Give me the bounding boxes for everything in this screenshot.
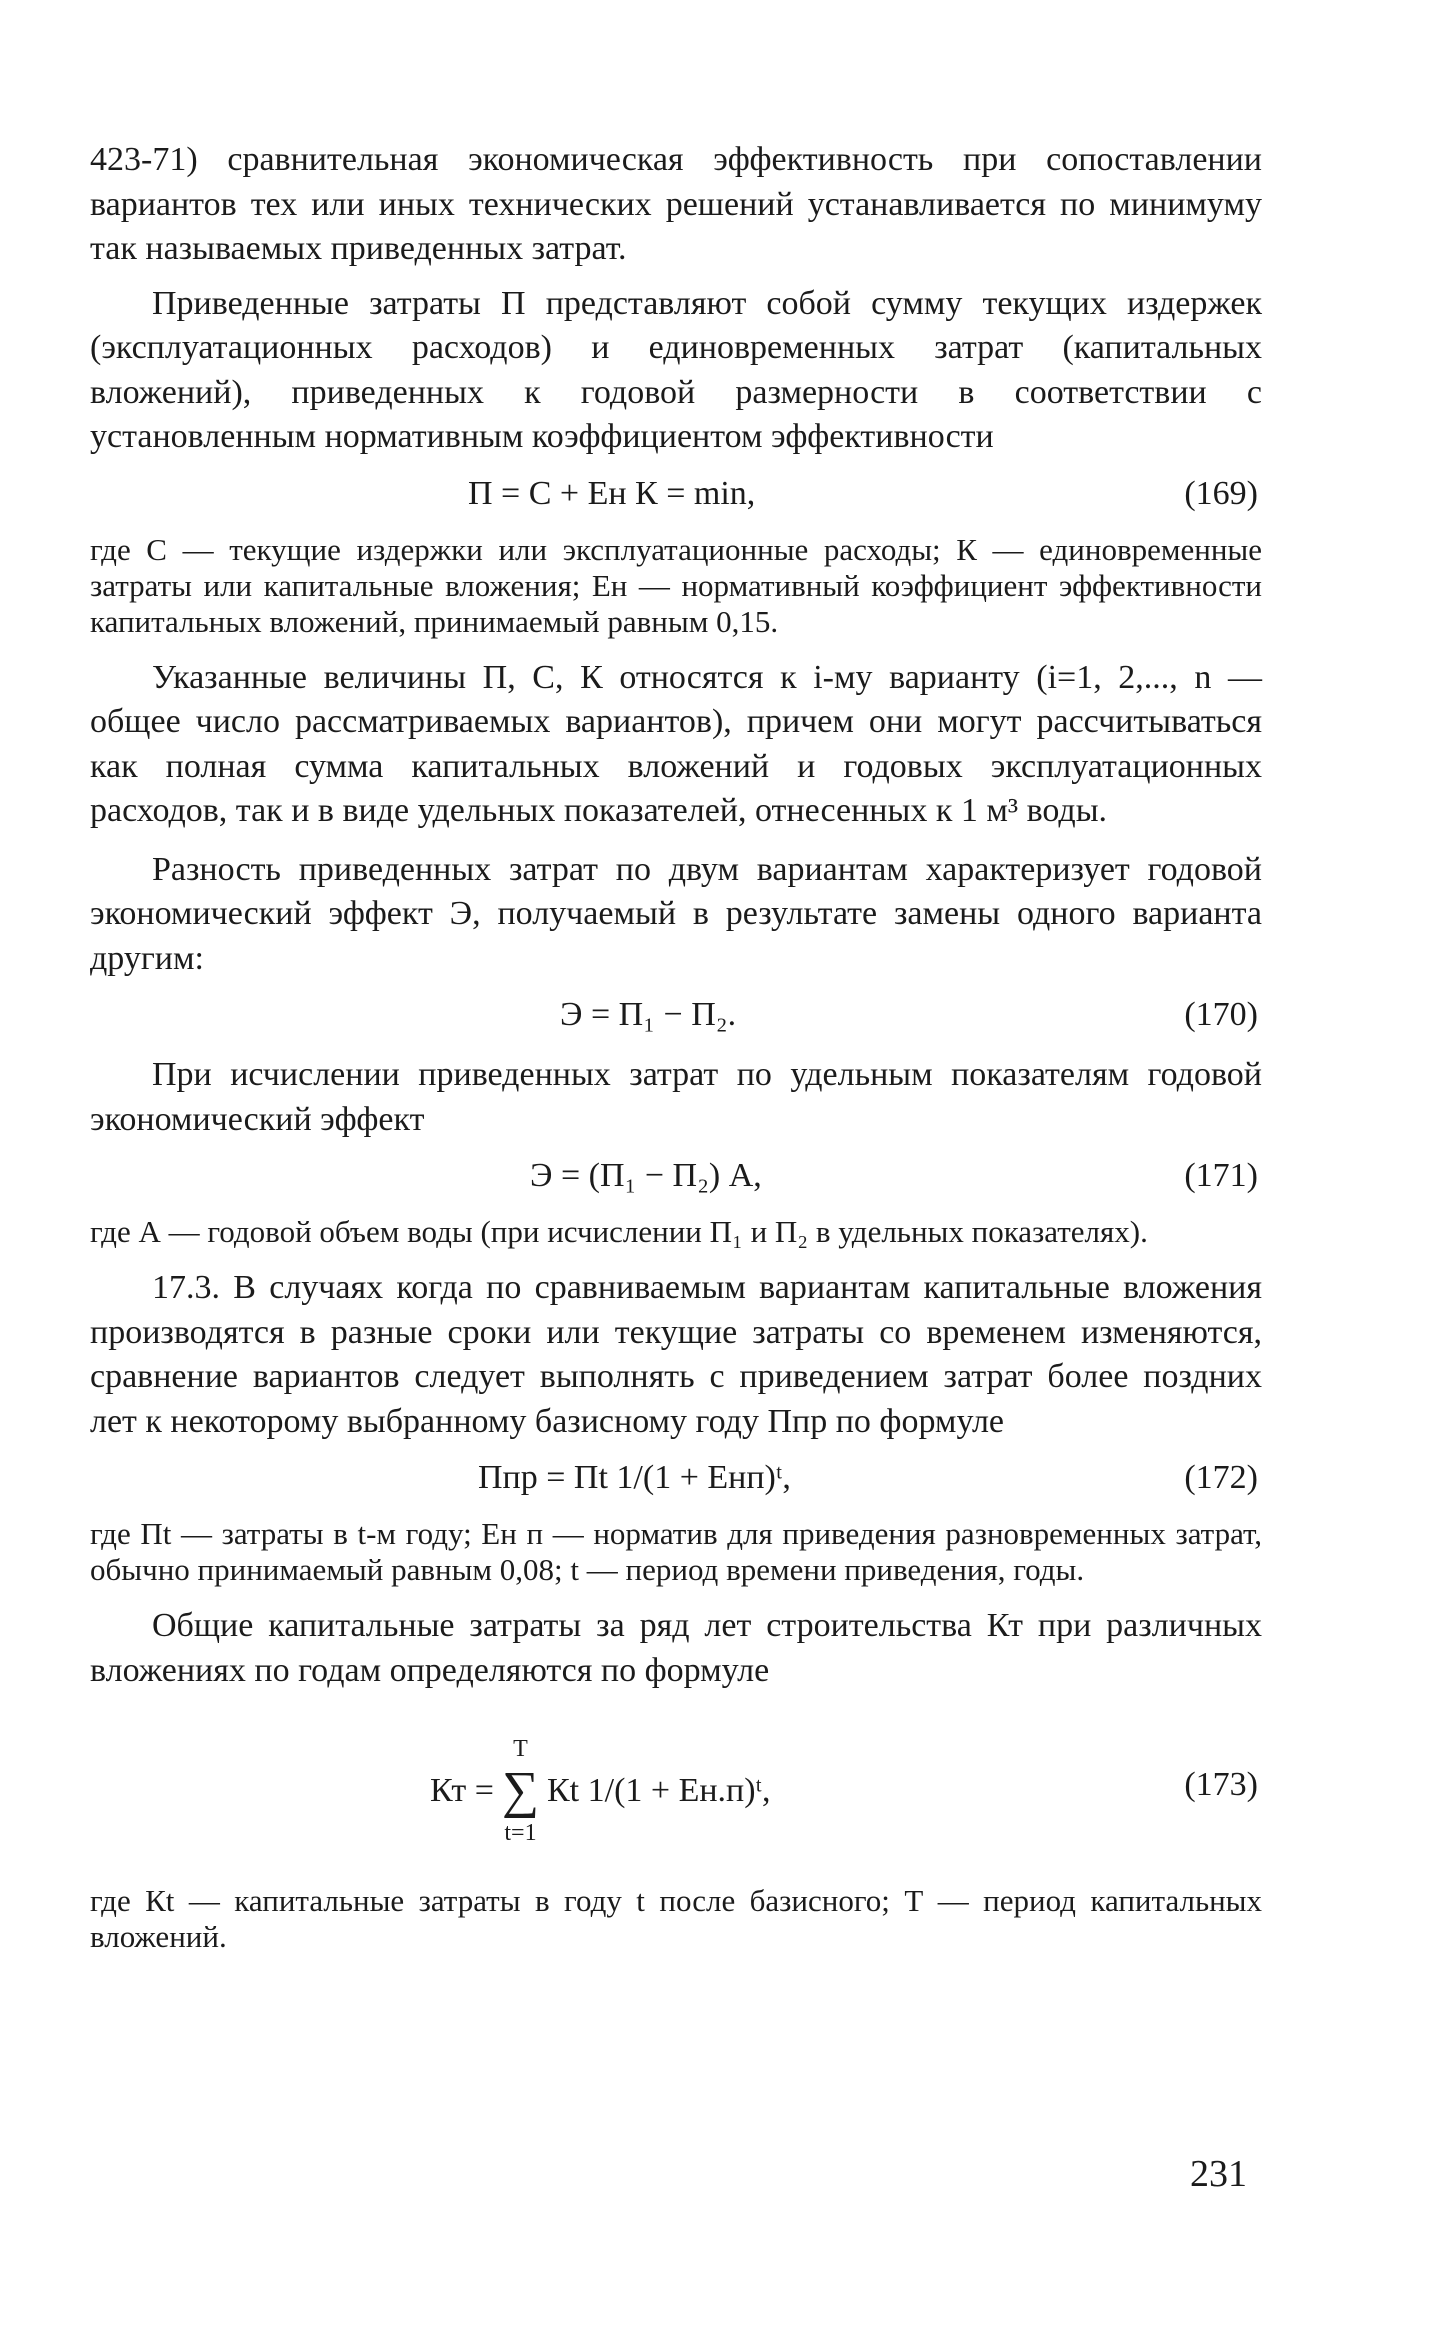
formula-171-expression: Э = (П₁ − П₂) А, <box>530 1157 762 1194</box>
summation-lower-limit: t=1 <box>504 1820 537 1846</box>
formula-173-number: (173) <box>1184 1766 1258 1803</box>
paragraph-6: При исчислении приведенных затрат по удельным показателям годовой экономический эффект <box>90 1056 1262 1138</box>
summation-upper-limit: T <box>513 1736 528 1762</box>
formula-173-expression <box>430 1703 771 1879</box>
formula-172 <box>90 1452 1262 1510</box>
paragraph-10: Общие капитальные затраты за ряд лет строительства Кт при различных вложениях по годам определяются по формуле <box>90 1607 1262 1689</box>
formula-173-rhs: Кt 1/(1 + Eн.п)ᵗ, <box>547 1771 771 1809</box>
formula-170-number: (170) <box>1184 996 1258 1033</box>
formula-169-expression: П = С + Eн К = min, <box>468 474 756 512</box>
formula-172-number: (172) <box>1184 1459 1258 1496</box>
summation-symbol: ∑ <box>501 1762 539 1819</box>
paragraph-3: где С — текущие издержки или эксплуатационные расходы; К — единовременные затраты или капитальные вложения; Eн — нормативный коэффициент эффективности капитальных вложений, принимаемый равным 0,15. <box>90 531 1262 639</box>
summation-operator <box>502 1735 539 1847</box>
formula-169 <box>90 468 1262 526</box>
paragraph-2: Приведенные затраты П представляют собой сумму текущих издержек (эксплуатационных расходов) и единовременных затрат (капитальных вложений), приведенных к годовой размерности в соответствии с установленным нормативным коэффициентом эффективности <box>90 284 1262 455</box>
page-number: 231 <box>1190 2153 1247 2195</box>
formula-170 <box>90 989 1262 1047</box>
paragraph-5: Разность приведенных затрат по двум вариантам характеризует годовой экономический эффект Э, получаемый в результате замены одного варианта другим: <box>90 850 1262 977</box>
paragraph-8: 17.3. В случаях когда по сравниваемым вариантам капитальные вложения производятся в разные сроки или текущие затраты со временем изменяются, сравнение вариантов следует выполнять с приведением затрат более поздних лет к некоторому выбранному базисному году Ппр по формуле <box>90 1269 1262 1440</box>
formula-173-lhs: Кт = <box>430 1771 494 1809</box>
formula-173 <box>90 1703 1262 1879</box>
page-body <box>90 138 1262 1955</box>
paragraph-9: где Пt — затраты в t-м году; Eн п — норматив для приведения разновременных затрат, обычно принимаемый равным 0,08; t — период времени приведения, годы. <box>90 1516 1262 1587</box>
paragraph-4: Указанные величины П, С, К относятся к i-му варианту (i=1, 2,..., n — общее число рассматриваемых вариантов), причем они могут рассчитываться как полная сумма капитальных вложений и годовых эксплуатационных расходов, так и в виде удельных показателей, отнесенных к 1 м³ воды. <box>90 658 1262 829</box>
formula-171-number: (171) <box>1184 1157 1258 1194</box>
formula-170-expression: Э = П₁ − П₂. <box>560 996 737 1033</box>
paragraph-11: где Кt — капитальные затраты в году t после базисного; Т — период капитальных вложений. <box>90 1883 1262 1954</box>
formula-171 <box>90 1150 1262 1208</box>
formula-172-expression: Ппр = Пt 1/(1 + Eнп)ᵗ, <box>478 1459 791 1496</box>
paragraph-1: 423-71) сравнительная экономическая эффективность при сопоставлении вариантов тех или иных технических решений устанавливается по минимуму так называемых приведенных затрат. <box>90 141 1262 267</box>
formula-169-number: (169) <box>1184 474 1258 512</box>
paragraph-7: где А — годовой объем воды (при исчислении П₁ и П₂ в удельных показателях). <box>90 1214 1148 1249</box>
